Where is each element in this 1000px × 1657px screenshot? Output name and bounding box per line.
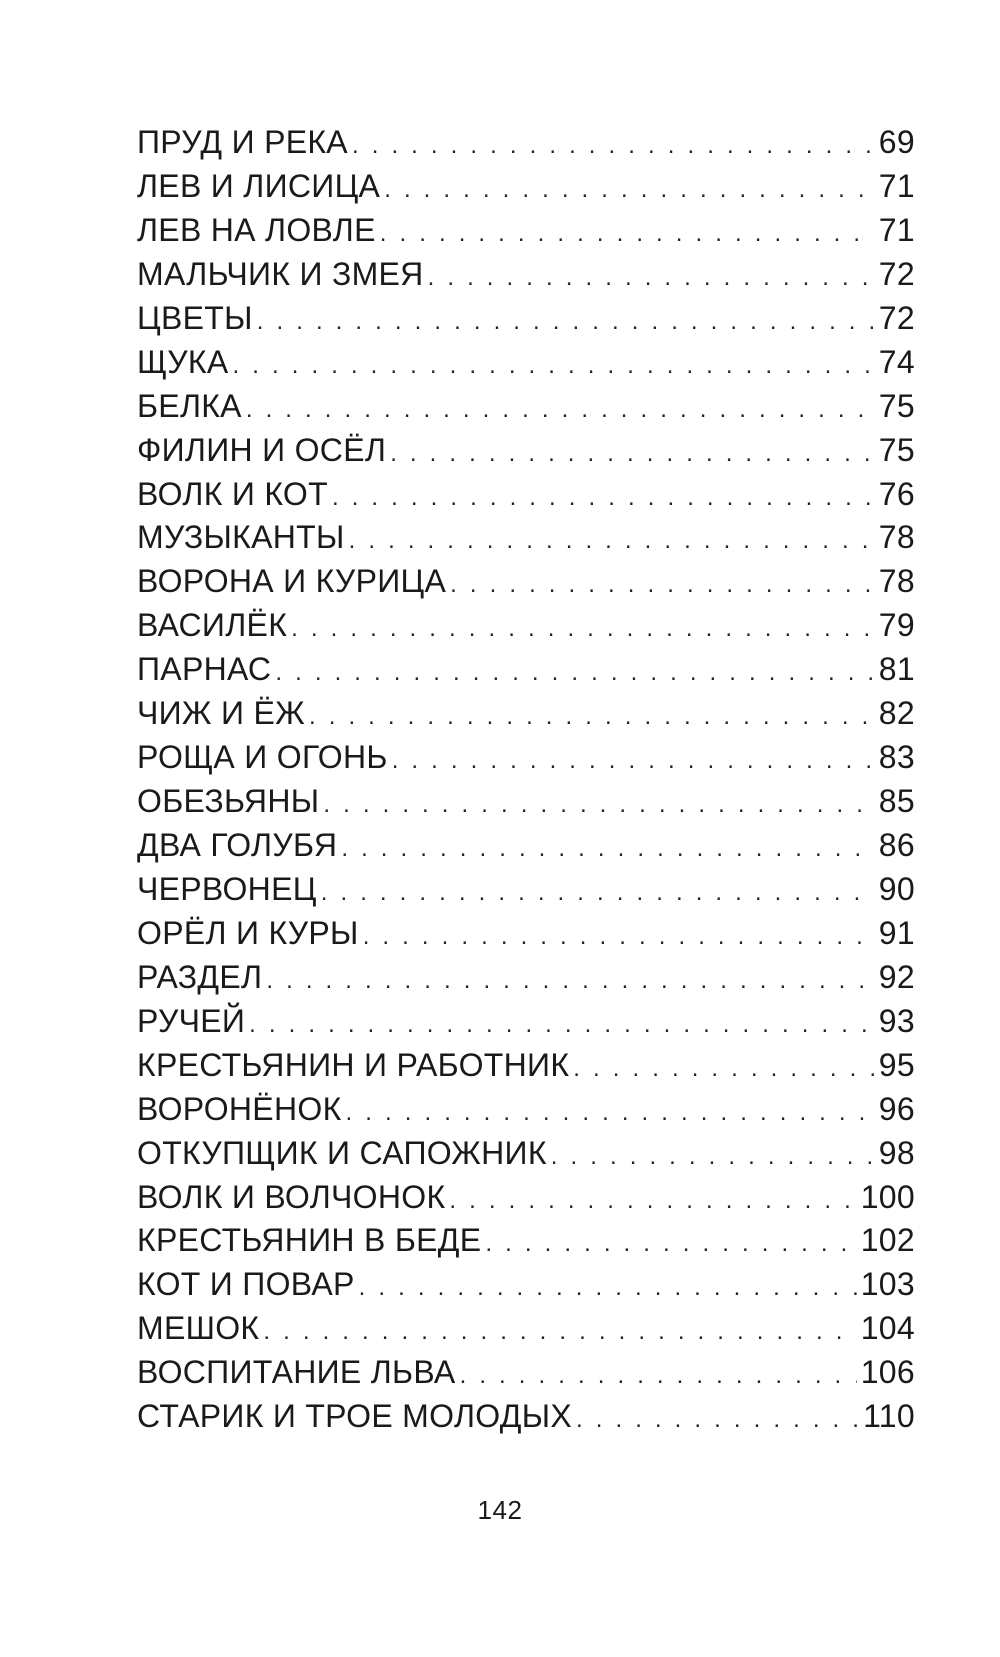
dot-leader bbox=[485, 1219, 856, 1266]
toc-entry-title: КОТ И ПОВАР bbox=[137, 1266, 355, 1303]
toc-entry-title: ЛЕВ НА ЛОВЛЕ bbox=[137, 211, 376, 248]
toc-entry-page-number: 72 bbox=[878, 299, 915, 336]
dot-leader bbox=[450, 560, 875, 607]
toc-entry-page-number: 92 bbox=[878, 958, 915, 995]
toc-entry-page-number: 96 bbox=[878, 1090, 915, 1127]
toc-entry bbox=[137, 604, 915, 648]
dot-leader bbox=[249, 1000, 875, 1047]
toc-entry-page-number: 75 bbox=[878, 431, 915, 468]
toc-entry-title: МУЗЫКАНТЫ bbox=[137, 519, 345, 556]
toc-entry bbox=[137, 253, 915, 297]
dot-leader bbox=[266, 956, 874, 1003]
toc-entry bbox=[137, 165, 915, 209]
toc-entry bbox=[137, 560, 915, 604]
toc-entry bbox=[137, 1000, 915, 1044]
toc-entry-title: МЕШОК bbox=[137, 1310, 260, 1347]
dot-leader bbox=[263, 1307, 856, 1354]
dot-leader bbox=[349, 516, 875, 563]
toc-entry-title: СТАРИК И ТРОЕ МОЛОДЫХ bbox=[137, 1398, 572, 1435]
toc-entry-title: КРЕСТЬЯНИН В БЕДЕ bbox=[137, 1222, 482, 1259]
toc-entry-title: ЧЕРВОНЕЦ bbox=[137, 870, 317, 907]
toc-entry bbox=[137, 473, 915, 517]
dot-leader bbox=[233, 341, 875, 388]
toc-entry-page-number: 95 bbox=[878, 1046, 915, 1083]
toc-entry-title: РАЗДЕЛ bbox=[137, 958, 263, 995]
toc-entry bbox=[137, 912, 915, 956]
toc-entry-title: ФИЛИН И ОСЁЛ bbox=[137, 431, 387, 468]
toc-entry-page-number: 78 bbox=[878, 519, 915, 556]
toc-entry bbox=[137, 297, 915, 341]
toc-entry-title: БЕЛКА bbox=[137, 387, 242, 424]
toc-entry-page-number: 83 bbox=[878, 739, 915, 776]
dot-leader bbox=[332, 473, 875, 520]
toc-entry-page-number: 106 bbox=[860, 1354, 915, 1391]
toc-entry-page-number: 76 bbox=[878, 475, 915, 512]
toc-entry-page-number: 102 bbox=[860, 1222, 915, 1259]
toc-entry-page-number: 98 bbox=[878, 1134, 915, 1171]
toc-entry-page-number: 110 bbox=[863, 1398, 915, 1435]
toc-entry bbox=[137, 516, 915, 560]
toc-entry-title: ЩУКА bbox=[137, 343, 229, 380]
toc-entry bbox=[137, 1263, 915, 1307]
toc-entry-title: ВАСИЛЁК bbox=[137, 607, 288, 644]
dot-leader bbox=[275, 648, 874, 695]
dot-leader bbox=[346, 1088, 875, 1135]
toc-entry-title: ПРУД И РЕКА bbox=[137, 124, 348, 160]
toc-entry-page-number: 91 bbox=[878, 914, 915, 951]
toc-entry bbox=[137, 1044, 915, 1088]
toc-entry-page-number: 85 bbox=[878, 783, 915, 820]
toc-entry bbox=[137, 341, 915, 385]
dot-leader bbox=[363, 912, 875, 959]
toc-entry bbox=[137, 209, 915, 253]
toc-entry-title: ВОРОНА И КУРИЦА bbox=[137, 563, 447, 600]
toc-entry-title: ЧИЖ И ЁЖ bbox=[137, 695, 305, 732]
dot-leader bbox=[321, 868, 875, 915]
toc-entry-title: ОРЁЛ И КУРЫ bbox=[137, 914, 359, 951]
toc-entry bbox=[137, 1307, 915, 1351]
toc-entry-page-number: 75 bbox=[878, 387, 915, 424]
dot-leader bbox=[309, 692, 875, 739]
toc-entry bbox=[137, 648, 915, 692]
toc-entry-title: ВОЛК И ВОЛЧОНОК bbox=[137, 1178, 446, 1215]
dot-leader bbox=[384, 165, 875, 212]
toc-entry-title: ВОСПИТАНИЕ ЛЬВА bbox=[137, 1354, 456, 1391]
toc-entry bbox=[137, 780, 915, 824]
dot-leader bbox=[551, 1132, 875, 1179]
toc-entry bbox=[137, 692, 915, 736]
toc-entry-title: КРЕСТЬЯНИН И РАБОТНИК bbox=[137, 1046, 570, 1083]
dot-leader bbox=[246, 385, 875, 432]
toc-entry-title: ОТКУПЩИК И САПОЖНИК bbox=[137, 1134, 547, 1171]
toc-entry bbox=[137, 121, 915, 165]
toc-entry-title: ПАРНАС bbox=[137, 651, 272, 688]
toc-entry-page-number: 86 bbox=[878, 827, 915, 863]
toc-entry bbox=[137, 1219, 915, 1263]
toc-entry-page-number: 82 bbox=[878, 695, 915, 732]
dot-leader bbox=[392, 736, 875, 783]
dot-leader bbox=[291, 604, 875, 651]
dot-leader bbox=[449, 1176, 856, 1223]
toc-entry-page-number: 90 bbox=[878, 870, 915, 907]
toc-entry-page-number: 78 bbox=[878, 563, 915, 600]
toc-entry-page-number: 81 bbox=[878, 651, 915, 688]
toc-entry bbox=[137, 1088, 915, 1132]
toc-entry-title: ДВА ГОЛУБЯ bbox=[137, 827, 338, 863]
dot-leader bbox=[460, 1351, 857, 1398]
toc-entry bbox=[137, 1395, 915, 1439]
page-number: 142 bbox=[477, 1495, 523, 1525]
table-of-contents bbox=[137, 121, 915, 1439]
toc-entry bbox=[137, 1132, 915, 1176]
toc-entry-title: РОЩА И ОГОНЬ bbox=[137, 739, 388, 776]
toc-entry bbox=[137, 868, 915, 912]
toc-entry-page-number: 79 bbox=[878, 607, 915, 644]
toc-entry-page-number: 104 bbox=[860, 1310, 915, 1347]
dot-leader bbox=[380, 209, 875, 256]
dot-leader bbox=[341, 824, 874, 871]
toc-entry bbox=[137, 956, 915, 1000]
toc-entry-title: ВОЛК И КОТ bbox=[137, 475, 328, 512]
dot-leader bbox=[390, 429, 875, 476]
toc-entry-page-number: 72 bbox=[878, 255, 915, 292]
dot-leader bbox=[352, 121, 875, 168]
toc-entry-page-number: 74 bbox=[878, 343, 915, 380]
toc-entry bbox=[137, 824, 915, 868]
toc-entry-title: РУЧЕЙ bbox=[137, 1002, 246, 1039]
toc-entry bbox=[137, 1351, 915, 1395]
toc-entry-title: ЦВЕТЫ bbox=[137, 299, 253, 336]
toc-entry-title: ЛЕВ И ЛИСИЦА bbox=[137, 167, 381, 204]
toc-entry bbox=[137, 1176, 915, 1220]
dot-leader bbox=[576, 1395, 859, 1442]
dot-leader bbox=[428, 253, 875, 300]
toc-entry-title: ОБЕЗЬЯНЫ bbox=[137, 783, 320, 820]
toc-entry-title: МАЛЬЧИК И ЗМЕЯ bbox=[137, 255, 424, 292]
dot-leader bbox=[573, 1044, 875, 1091]
toc-entry bbox=[137, 385, 915, 429]
toc-entry-page-number: 93 bbox=[878, 1002, 915, 1039]
dot-leader bbox=[323, 780, 874, 827]
toc-entry-page-number: 103 bbox=[860, 1266, 915, 1303]
toc-entry bbox=[137, 736, 915, 780]
toc-entry-page-number: 69 bbox=[878, 124, 915, 160]
toc-entry-page-number: 71 bbox=[878, 167, 915, 204]
toc-entry bbox=[137, 429, 915, 473]
toc-entry-title: ВОРОНЁНОК bbox=[137, 1090, 342, 1127]
dot-leader bbox=[359, 1263, 857, 1310]
dot-leader bbox=[257, 297, 875, 344]
toc-entry-page-number: 100 bbox=[860, 1178, 915, 1215]
toc-entry-page-number: 71 bbox=[878, 211, 915, 248]
